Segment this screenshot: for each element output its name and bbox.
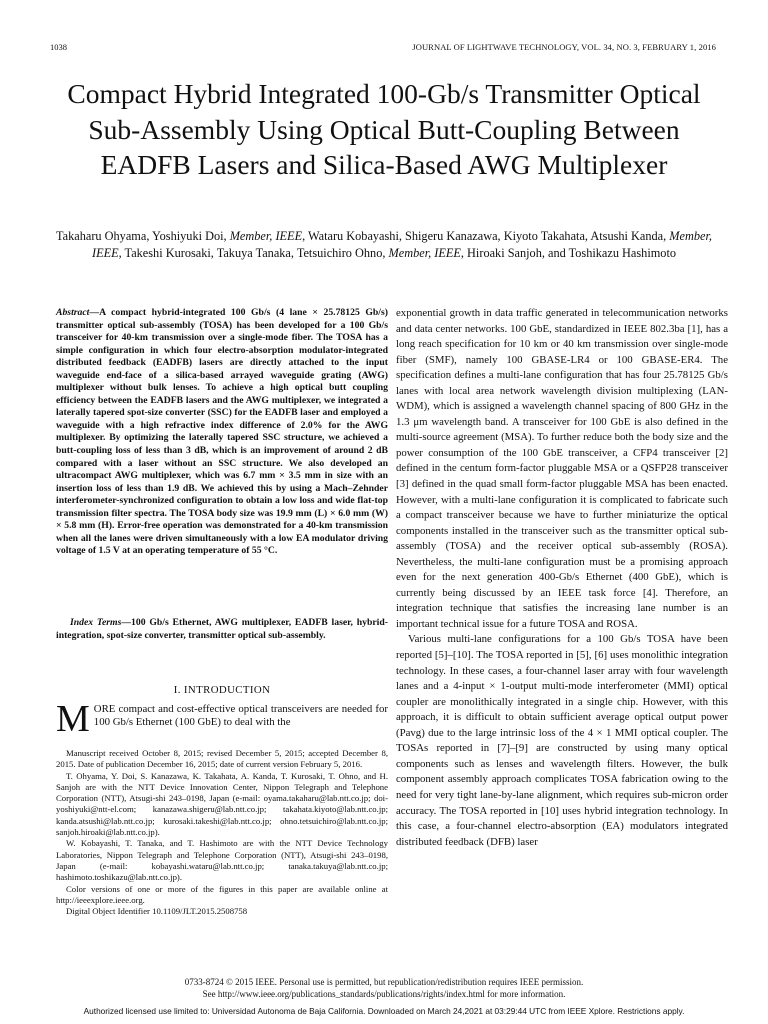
footnote-affiliation-1: T. Ohyama, Y. Doi, S. Kanazawa, K. Takahata, A. Kanda, T. Kurosaki, T. Ohno, and H. Sanjoh are with the NTT Device Innovation Center, Nippon Telegraph and Telephone Corporation (NTT), Atsugi-shi 243–0198, Japan (e-mail: oyama.takaharu@lab.ntt.co.jp; doi-yoshiyuki@ntt-el.com; kanazawa.shigeru@lab.ntt.co.jp; takahata.kiyoto@lab.ntt.co.jp; kanda.atsushi@lab.ntt.co.jp; kurosaki.takeshi@lab.ntt.co.jp; ohno.tetsuichiro@lab.ntt.co.jp; sanjoh.hiroaki@lab.ntt.co.jp). [56,770,388,838]
copyright-line: 0733-8724 © 2015 IEEE. Personal use is permitted, but republication/redistribution requires IEEE permission. [184,977,584,987]
author-text: , Takeshi Kurosaki, Takuya Tanaka, Tetsuichiro Ohno, [118,246,389,260]
drop-cap: M [56,698,90,740]
license-notice: Authorized licensed use limited to: Universidad Autonoma de Baja California. Downloaded on March 24,2021 at 03:29:44 UTC from IEEE Xplore. Restrictions apply. [83,1006,685,1016]
section-heading: I. INTRODUCTION [173,684,271,696]
footnote-manuscript: Manuscript received October 8, 2015; revised December 5, 2015; accepted December 8, 2015. Date of publication December 16, 2015; date of current version February 5, 2016. [56,748,388,770]
member-designation: Member, IEEE [91,229,712,260]
footnotes [56,748,388,917]
author-text: , Hiroaki Sanjoh, and Toshikazu Hashimoto [460,246,677,260]
copyright-line: See http://www.ieee.org/publications_standards/publications/rights/index.html for more information. [202,988,566,999]
abstract-label: Abstract [56,307,90,318]
paper-title: Compact Hybrid Integrated 100-Gb/s Transmitter Optical Sub-Assembly Using Optical Butt-Coupling Between EADFB Lasers and Silica-Based AWG Multiplexer [67,78,701,180]
body-paragraph: Various multi-lane configurations for a 100 Gb/s TOSA have been reported [5]–[10]. The TOSA reported in [5], [6] uses monolithic integration technology. In these cases, a four-channel laser array with four wavelength lanes and a 4-input × 1-output multi-mode interferometer (MMI) optical coupler are monolithically integrated in a single chip. However, with this approach, it is difficult to obtain sufficient average optical output power (Pavg) due to the large intrinsic loss of the 4 × 1 MMI optical coupler. The TOSAs reported in [7]–[9] are constructed by using many optical components such as lenses and wavelength filters. However, the bulk component assembly approach complicates TOSA fabrication owing to the need for very tight lane-by-lane alignment, which requires sub-micron order accuracy. The TOSA reported in [10] uses hybrid integration technology. In this case, a four-channel electro-absorption (EA) modulators integrated distributed feedback (DFB) laser [396,633,728,848]
introduction-paragraph [56,698,388,740]
member-designation: Member, IEEE [229,229,303,243]
introduction-text: ORE compact and cost-effective optical transceivers are needed for 100 Gb/s Ethernet (100 GbE) to deal with the [93,703,388,729]
member-designation: Member, IEEE [388,246,461,260]
footnote-doi: Digital Object Identifier 10.1109/JLT.2015.2508758 [66,906,248,917]
index-terms-text: —100 Gb/s Ethernet, AWG multiplexer, EADFB laser, hybrid-integration, spot-size converter, transmitter optical sub-assembly. [56,617,388,641]
index-terms [56,617,388,642]
footnote-color: Color versions of one or more of the figures in this paper are available online at http://ieeexplore.ieee.org. [56,883,388,905]
right-column-body [396,306,728,850]
page-number: 1038 [50,42,67,52]
copyright-notice [40,977,728,1000]
author-list [40,228,728,262]
index-terms-label: Index Terms [70,617,122,628]
footnote-affiliation-2: W. Kobayashi, T. Tanaka, and T. Hashimoto are with the NTT Device Technology Laboratories, Nippon Telegraph and Telephone Corporation (NTT), Atsugi-shi 243–0198, Japan (e-mail: kobayashi.wataru@lab.ntt.co.jp; tanaka.takuya@lab.ntt.co.jp; hashimoto.toshikazu@lab.ntt.co.jp). [56,838,388,883]
abstract-text: —A compact hybrid-integrated 100 Gb/s (4 lane × 25.78125 Gb/s) transmitter optical sub-assembly (TOSA) has been developed for a 100 Gb/s transceiver for 40-km transmission over a single-mode fiber. The TOSA has a simple configuration in which four electro-absorption modulator-integrated distributed feedback (EADFB) lasers are directly attached to the input waveguide end-face of a silica-based arrayed waveguide grating (AWG) multiplexer without bulk lenses. To achieve a high optical butt coupling efficiency between the EADFB lasers and the AWG multiplexer, we integrated a laterally tapered spot-size converter (SSC) for the EADFB laser and employed a waveguide with a high refractive index difference of 2.0% for the AWG multiplexer. By optimizing the laterally tapered SSC structure, we achieved a butt-coupling loss of less than 3 dB, which is an improvement of around 2 dB compared with a laser without an SSC structure. We also developed an ultracompact AWG multiplexer, which was 6.7 mm × 3.5 mm in size with an insertion loss of less than 1.9 dB. We achieved this by using a Mach–Zehnder interferometer-synchronized configuration to obtain a low loss and wide flat-top transmission filter spectra. The TOSA body size was 19.9 mm (L) × 6.0 mm (W) × 5.8 mm (H). Error-free operation was demonstrated for a 40-km transmission when all the lanes were driven simultaneously with a low EA modulator driving voltage of 1.5 V at an operating temperature of 55 °C. [56,307,388,557]
author-text: , Wataru Kobayashi, Shigeru Kanazawa, Kiyoto Takahata, Atsushi Kanda, [302,229,670,243]
body-paragraph: exponential growth in data traffic generated in telecommunication networks and data center networks. 100 GbE, standardized in IEEE 802.3ba [1], has a long reach specification for 10 km or 40 km transmission over single-mode fiber (SMF), namely 100 GBASE-LR4 or 100 GBASE-ER4. The specification defines a multi-lane configuration that has four 25.78125 Gb/s lanes with local area network wavelength division multiplexing (LAN-WDM), which is assigned a wavelength channel spacing of 800 GHz in the 1.3 μm wavelength band. A transceiver for 100 GbE is also defined in the multi-source agreement (MSA). To further reduce both the body size and the power consumption of the 100 GbE transceiver, a CFP4 transceiver [2] defined in the centum form-factor pluggable MSA or a QSFP28 transceiver [3] defined in the quad small form-factor pluggable MSA has been enacted. However, with a multi-lane configuration it is complicated to fabricate such a compact transceiver because we have to further miniaturize the optical components installed in the transceiver such as the transmitter optical sub-assembly (TOSA) and the receiver optical sub-assembly (ROSA). Nevertheless, the multi-lane configuration must be a promising approach even for the next generation 400-Gb/s Ethernet (400 GbE), which is currently being discussed by an IEEE task force [4]. Therefore, an integration technique that satisfies the increasing lane number is an important technical issue for a future TOSA and ROSA. [396,307,728,630]
running-head: JOURNAL OF LIGHTWAVE TECHNOLOGY, VOL. 34, NO. 3, FEBRUARY 1, 2016 [412,42,716,52]
abstract [56,307,388,558]
author-text: Takaharu Ohyama, Yoshiyuki Doi, [56,229,230,243]
